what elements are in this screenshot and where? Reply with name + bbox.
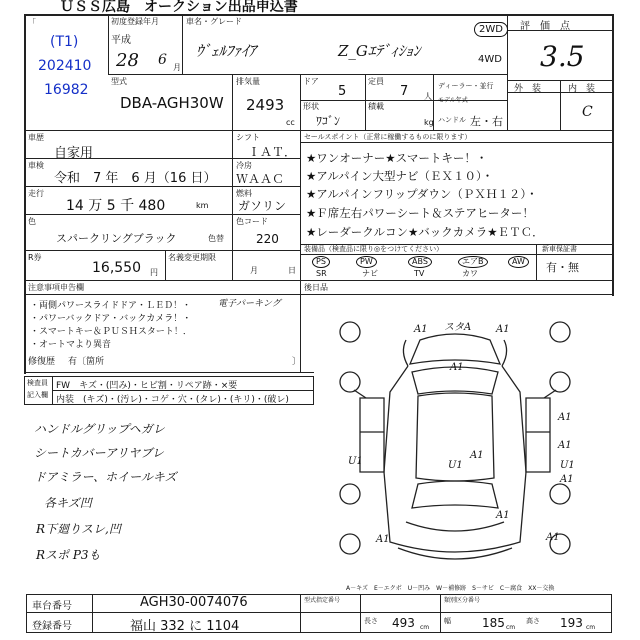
height-value: 193 xyxy=(560,616,583,630)
dmg-a1-right-rear: A1 xyxy=(560,474,574,485)
dmg-a1-front-right: A1 xyxy=(496,324,510,335)
weight-unit: kg xyxy=(424,118,434,127)
repair-value: 有〔箇所 xyxy=(68,357,105,367)
stamp-line-1: (T1) xyxy=(50,34,79,50)
color-label: 色 xyxy=(28,217,36,226)
mileage-unit: km xyxy=(196,201,209,210)
remark-4: 各キズ凹 xyxy=(44,496,92,510)
drive-4wd: 4WD xyxy=(478,54,502,65)
weight-label: 積載 xyxy=(368,102,384,111)
fuel-label: 燃料 xyxy=(236,189,252,198)
displacement-unit: cc xyxy=(286,118,295,127)
color-change-label: 色替 xyxy=(208,234,224,243)
length-label: 長さ xyxy=(364,617,378,625)
stamp-line-2: 202410 xyxy=(38,58,92,74)
remark-5: R下廻りスレ,凹 xyxy=(36,522,121,536)
equipment-label: 装備品（検査品に限り◎をつけてください） xyxy=(304,245,444,253)
handle-value: 左・右 xyxy=(470,115,503,128)
dmg-a1-rear-left: A1 xyxy=(376,534,390,545)
color-value: スパークリングブラック xyxy=(56,232,177,245)
exterior-label: 外 装 xyxy=(514,84,542,94)
doors-value: 5 xyxy=(338,84,347,99)
equip-abs: ABS xyxy=(408,256,432,268)
repair-close: 〕 xyxy=(292,357,302,367)
dmg-u1-left-door: U1 xyxy=(348,456,363,467)
equip-ps: PS xyxy=(312,256,330,268)
inspector-label-1: 検査員 xyxy=(27,379,48,387)
width-unit: cm xyxy=(506,624,516,631)
remark-2: シートカバーアリヤブレ xyxy=(34,446,164,460)
warranty-label: 新車保証書 xyxy=(542,245,577,253)
expiry-label: 名義変更期限 xyxy=(168,253,216,262)
capacity-value: 7 xyxy=(400,84,409,99)
equip-navi: ナビ xyxy=(362,269,378,278)
dmg-a1-rear-right: A1 xyxy=(546,532,560,543)
first-registration-month: 6 xyxy=(158,52,167,68)
remark-6: Rスポ P3も xyxy=(36,548,101,562)
mileage-label: 走行 xyxy=(28,189,44,198)
note-handwritten: 電子パーキング xyxy=(218,299,281,309)
inspection-label: 車検 xyxy=(28,161,44,170)
tax-label: R券 xyxy=(28,253,42,262)
model-year-label: モデル年式 xyxy=(438,97,468,104)
type-cert-label: 型式指定番号 xyxy=(304,597,341,604)
selling-point-1: ★ワンオーナー★スマートキー！・ xyxy=(306,151,488,165)
chassis-label: 車台番号 xyxy=(32,601,72,612)
fuel-value: ガソリン xyxy=(238,199,287,213)
aircon-value: ＷＡＡＣ xyxy=(236,172,285,186)
capacity-unit: 人 xyxy=(424,92,432,101)
repair-label: 修復歴 xyxy=(28,357,56,367)
selling-point-2: ★アルパイン大型ナビ（ＥＸ１０）・ xyxy=(306,169,494,183)
note-1: ・両側パワースライドドア・ＬＥＤ！・ xyxy=(30,301,192,311)
equip-leather: カワ xyxy=(462,269,478,278)
aircon-label: 冷房 xyxy=(236,161,252,170)
inspector-row-2: 内装 (キズ)・(汚レ)・コゲ・穴・(タレ)・(キリ)・(破レ) xyxy=(56,395,289,405)
dmg-a1-right-mid: A1 xyxy=(558,440,572,451)
corner-mark: 「 xyxy=(28,18,36,27)
equip-aw: AW xyxy=(508,256,529,268)
remark-3: ドアミラー、ホイールキズ xyxy=(34,470,177,484)
displacement-value: 2493 xyxy=(246,96,285,114)
dmg-front-scratch: スタA xyxy=(444,322,472,333)
dmg-a1-front-left: A1 xyxy=(414,324,428,335)
damage-legend: A－キズ E－エクボ U－凹み W－補修跡 S－サビ C－腐食 XX－交換 xyxy=(346,585,555,592)
dmg-a1-right-front: A1 xyxy=(558,412,572,423)
handle-label: ハンドル xyxy=(438,116,466,124)
dmg-u1-right-door: U1 xyxy=(560,460,575,471)
first-registration-era: 平成 xyxy=(111,35,131,46)
selling-point-4: ★Ｆ席左右パワーシート＆ステアヒーター！ xyxy=(306,206,534,220)
usage-value: 自家用 xyxy=(54,146,94,161)
shift-label: シフト xyxy=(236,133,260,142)
color-code-label: 色コード xyxy=(236,217,268,226)
first-registration-year: 28 xyxy=(116,50,139,71)
dmg-u1-roof: U1 xyxy=(448,460,463,471)
equip-sr: SR xyxy=(316,269,327,278)
equip-pw: PW xyxy=(356,256,377,268)
class-cert-label: 類別区分番号 xyxy=(444,597,481,604)
expiry-day-unit: 日 xyxy=(288,266,296,275)
height-unit: cm xyxy=(586,624,596,631)
car-name: ｳﾞｪﾙﾌｧｲｱ xyxy=(196,42,257,60)
first-registration-month-unit: 月 xyxy=(173,63,181,72)
equip-tv: TV xyxy=(414,269,425,278)
dealer-label: ディーラー・並行 xyxy=(438,82,494,90)
body-type-label: 形状 xyxy=(303,102,319,111)
remarks-label: 後日品 xyxy=(304,283,328,292)
usage-label: 車歴 xyxy=(28,133,44,142)
height-label: 高さ xyxy=(526,617,540,625)
model-label: 型式 xyxy=(111,77,127,86)
chassis-value: AGH30-0074076 xyxy=(140,595,248,610)
tax-value: 16,550 xyxy=(92,260,141,276)
note-3: ・スマートキー＆ＰＵＳＨスタート！． xyxy=(30,327,192,337)
evaluation-score: 3.5 xyxy=(540,40,585,73)
dmg-a1-rear-glass: A1 xyxy=(496,510,510,521)
remark-1: ハンドルグリップヘガレ xyxy=(34,422,165,436)
evaluation-label: 評 価 点 xyxy=(520,21,570,32)
shift-value: ＩＡＴ． xyxy=(248,145,297,159)
registration-value: 福山 332 に 1104 xyxy=(130,619,240,634)
note-2: ・パワーバックドア・バックカメラ！・ xyxy=(30,314,192,324)
inspection-value: 令和 7 年 6 月（16 日） xyxy=(54,171,217,186)
model-code: DBA-AGH30W xyxy=(120,94,224,112)
selling-point-3: ★アルパインフリップダウン（ＰＸＨ１２）・ xyxy=(306,187,538,201)
selling-points-label: セールスポイント（正常に稼働するものに限ります） xyxy=(304,133,472,141)
dmg-a1-center: A1 xyxy=(470,450,484,461)
width-label: 幅 xyxy=(444,617,451,625)
car-grade: Z_Gｴﾃﾞｨｼｮﾝ xyxy=(338,42,421,60)
displacement-label: 排気量 xyxy=(236,77,260,86)
color-code-value: 220 xyxy=(256,232,279,246)
doors-label: ドア xyxy=(303,77,319,86)
inspector-label-2: 記入欄 xyxy=(27,391,48,399)
length-value: 493 xyxy=(392,616,415,630)
first-registration-label: 初度登録年月 xyxy=(111,17,159,26)
tax-unit: 円 xyxy=(150,268,158,277)
expiry-month-unit: 月 xyxy=(250,266,258,275)
equip-airbag: エアB xyxy=(458,256,488,268)
dmg-a1-hood: A1 xyxy=(450,362,464,373)
note-4: ・オートマより異音 xyxy=(30,340,112,350)
warranty-value: 有・無 xyxy=(546,261,579,274)
inspector-row-1: FW キズ・(凹み)・ヒビ割・リペア跡・×要 xyxy=(56,381,238,391)
capacity-label: 定員 xyxy=(368,77,384,86)
selling-point-5: ★レーダークルコン★バックカメラ★ＥＴＣ． xyxy=(306,225,544,239)
width-value: 185 xyxy=(482,616,505,630)
interior-grade: C xyxy=(582,104,593,120)
length-unit: cm xyxy=(420,624,430,631)
car-damage-diagram xyxy=(320,312,590,580)
notes-label: 注意事項申告欄 xyxy=(28,283,84,292)
drive-2wd-circled: 2WD xyxy=(474,22,508,37)
body-type-value: ﾜｺﾞﾝ xyxy=(316,114,341,128)
form-title: ＵＳＳ広島 オークション出品申込書 xyxy=(60,0,298,15)
mileage-value: 14 万 5 千 480 xyxy=(66,198,166,214)
stamp-line-3: 16982 xyxy=(44,82,89,98)
interior-label: 内 装 xyxy=(568,84,596,94)
registration-label: 登録番号 xyxy=(32,621,72,632)
car-name-label: 車名・グレード xyxy=(186,17,242,26)
